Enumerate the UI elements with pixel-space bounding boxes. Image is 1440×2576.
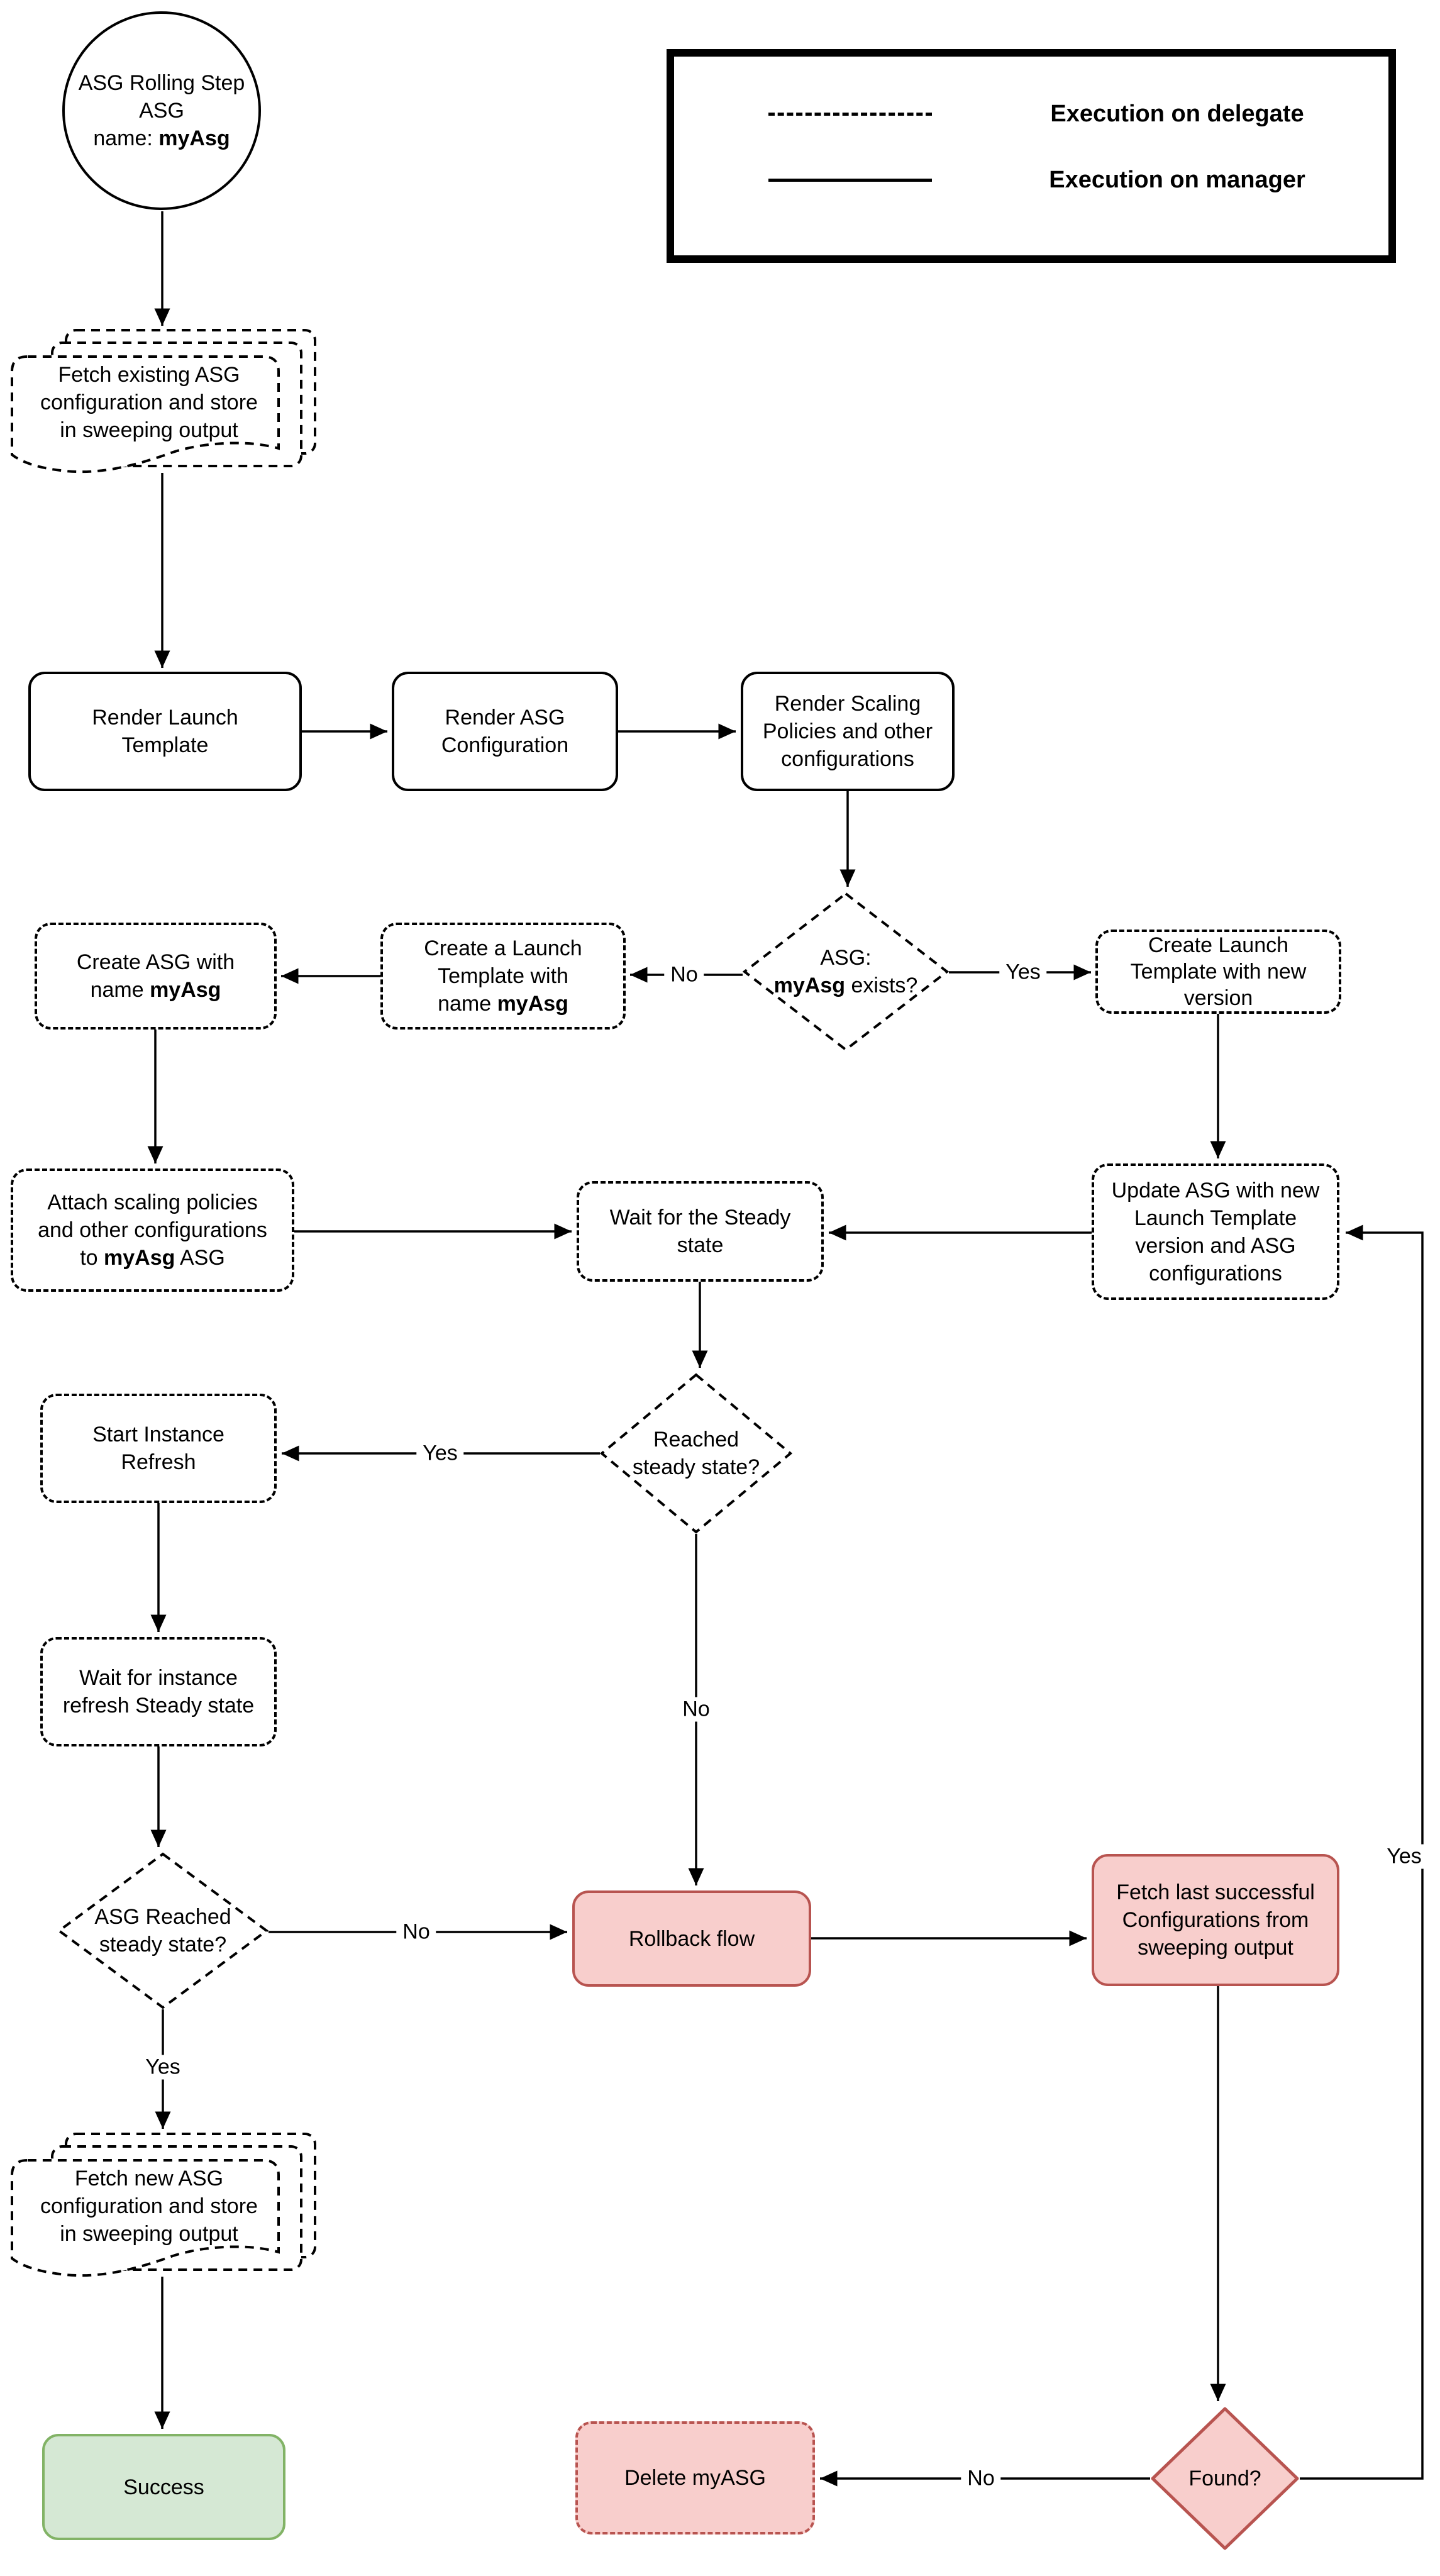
decision-reached-steady-state xyxy=(600,1373,792,1534)
legend-delegate-row xyxy=(674,86,1388,142)
dashed-line-sample xyxy=(768,113,932,116)
node-wait-instance-refresh-label: Wait for instance refresh Steady state xyxy=(62,1666,255,1718)
node-wait-steady-state-label: Wait for the Steady state xyxy=(609,1206,791,1257)
label-asg-exists-no: No xyxy=(664,963,704,987)
node-rollback-flow xyxy=(572,1890,811,1987)
node-update-asg-label: Update ASG with new Launch Template version and ASG configurations xyxy=(1111,1178,1320,1285)
node-update-asg xyxy=(1092,1163,1339,1300)
decision-asg-exists xyxy=(743,892,949,1052)
label-asg-exists-yes: Yes xyxy=(999,960,1046,985)
label-found-yes: Yes xyxy=(1380,1845,1427,1869)
label-reached-yes: Yes xyxy=(416,1441,463,1466)
node-render-launch-template-label: Render Launch Template xyxy=(92,706,238,757)
decision-found-label: Found? xyxy=(1188,2467,1261,2490)
node-create-launch-template-named xyxy=(380,923,626,1030)
node-render-scaling-policies-label: Render Scaling Policies and other configurations xyxy=(762,692,933,771)
node-fetch-existing xyxy=(9,318,324,487)
legend xyxy=(667,49,1396,263)
node-create-asg xyxy=(35,923,277,1030)
node-attach-scaling-policies xyxy=(11,1169,294,1292)
legend-manager-row xyxy=(674,152,1388,208)
node-fetch-new xyxy=(9,2121,324,2291)
node-delete-myasg xyxy=(575,2421,815,2534)
label-found-no: No xyxy=(961,2467,1000,2491)
node-fetch-last-successful xyxy=(1092,1854,1339,1986)
node-start-instance-refresh-label: Start Instance Refresh xyxy=(92,1423,224,1474)
node-create-asg-label: Create ASG with name myAsg xyxy=(76,950,235,1002)
start-node xyxy=(62,11,261,210)
node-start-instance-refresh xyxy=(40,1394,277,1503)
node-fetch-existing-label: Fetch existing ASG configuration and store in sweeping output xyxy=(40,363,258,442)
legend-manager-label: Execution on manager xyxy=(1049,166,1305,193)
node-delete-myasg-label: Delete myASG xyxy=(624,2466,766,2490)
node-render-launch-template xyxy=(28,672,302,791)
node-create-launch-template-new-version-label: Create Launch Template with new version xyxy=(1130,933,1307,1010)
node-attach-scaling-policies-label: Attach scaling policies and other configurations to myAsg ASG xyxy=(38,1191,267,1270)
node-render-scaling-policies xyxy=(741,672,955,791)
node-render-asg-configuration xyxy=(392,672,618,791)
decision-found xyxy=(1150,2406,1300,2551)
legend-delegate-label: Execution on delegate xyxy=(1050,100,1304,127)
solid-line-sample xyxy=(768,179,932,182)
node-create-launch-template-new-version xyxy=(1095,930,1341,1014)
node-success-label: Success xyxy=(123,2475,204,2499)
decision-reached-steady-state-label: Reached steady state? xyxy=(632,1428,760,1479)
label-reached-no: No xyxy=(676,1697,716,1722)
node-create-launch-template-named-label: Create a Launch Template with name myAsg xyxy=(424,936,582,1016)
label-asg-reached-yes: Yes xyxy=(139,2055,186,2080)
node-render-asg-configuration-label: Render ASG Configuration xyxy=(441,706,569,757)
node-fetch-last-successful-label: Fetch last successful Configurations from sweeping output xyxy=(1116,1880,1315,1960)
node-wait-instance-refresh xyxy=(40,1637,277,1746)
node-rollback-flow-label: Rollback flow xyxy=(628,1926,755,1951)
label-asg-reached-no: No xyxy=(396,1920,436,1945)
node-wait-steady-state xyxy=(577,1181,824,1282)
decision-asg-reached-steady-state xyxy=(57,1852,269,2009)
node-success xyxy=(42,2434,285,2540)
start-node-label: ASG Rolling Step ASG name: myAsg xyxy=(78,71,245,150)
decision-asg-reached-steady-state-label: ASG Reached steady state? xyxy=(94,1905,231,1957)
node-fetch-new-label: Fetch new ASG configuration and store in sweeping output xyxy=(40,2167,258,2246)
decision-asg-exists-label: ASG: myAsg exists? xyxy=(773,946,918,997)
